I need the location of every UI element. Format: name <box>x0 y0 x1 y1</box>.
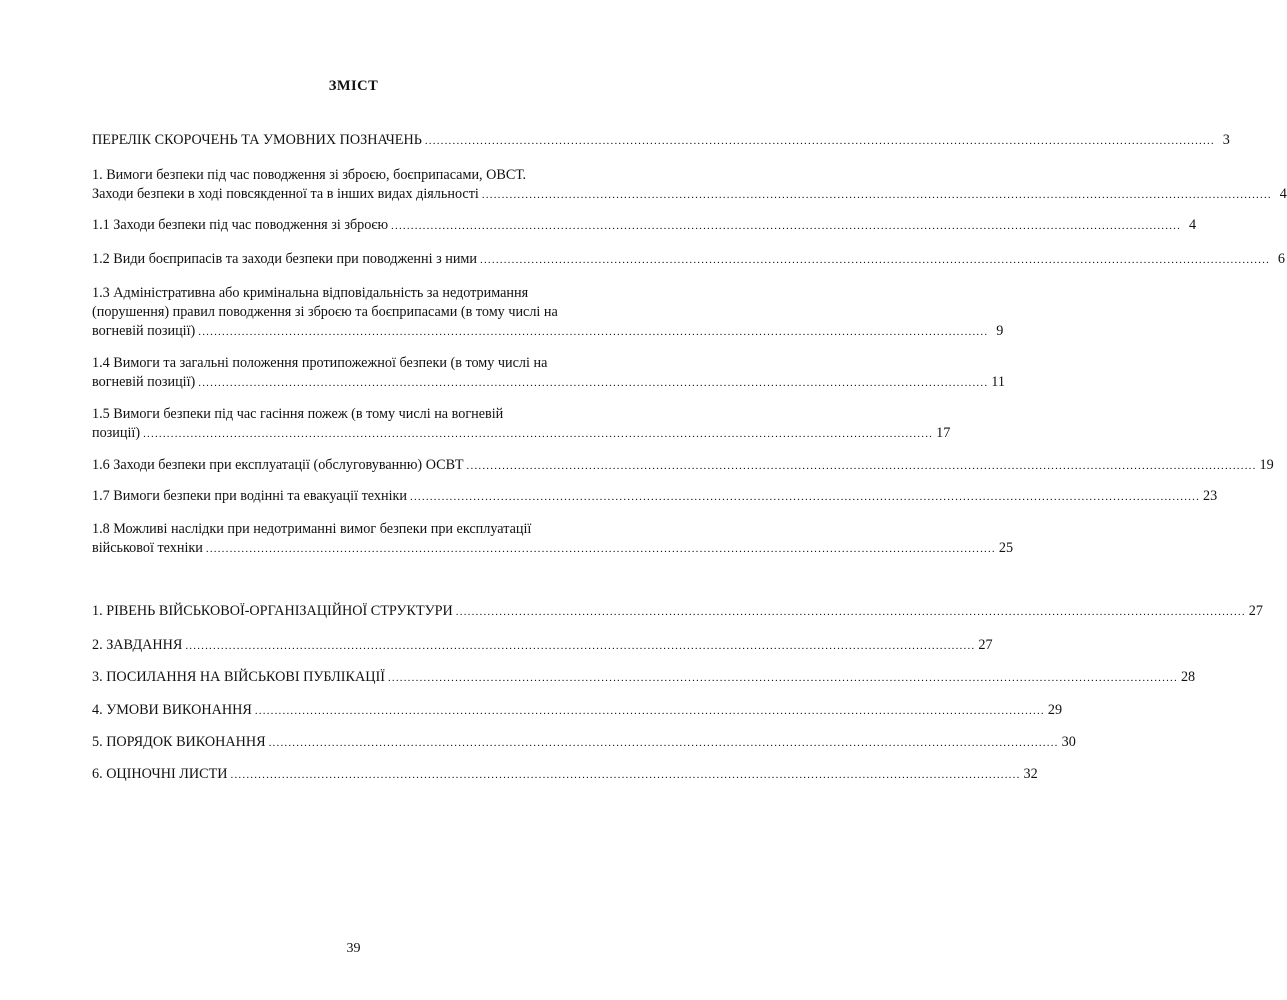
toc-page-number: 25 <box>998 540 1014 556</box>
dot-leader: ........................................................................................................................................................................................................ <box>481 189 1272 201</box>
toc-entry-title: вогневій позиції) <box>92 323 196 339</box>
toc-entry-title: 1. РІВЕНЬ ВІЙСЬКОВОЇ-ОРГАНІЗАЦІЙНОЇ СТРУКТУРИ <box>92 603 453 619</box>
toc-entry-title: 3. ПОСИЛАННЯ НА ВІЙСЬКОВІ ПУБЛІКАЦІЇ <box>92 669 385 685</box>
toc-entry[interactable] <box>92 354 1005 393</box>
toc-page-number: 17 <box>936 425 951 441</box>
toc-entry[interactable] <box>92 131 1230 151</box>
toc-entry-title-line: (порушення) правил поводження зі зброєю та боєприпасами (в тому числі на <box>92 304 558 320</box>
toc-page-number: 27 <box>978 637 993 653</box>
toc-entry[interactable] <box>92 284 1004 342</box>
toc-entry-title: вогневій позиції) <box>92 374 196 390</box>
toc-entry-title: Заходи безпеки в ході повсякденної та в інших видах діяльності <box>92 186 479 202</box>
toc-page-number: 32 <box>1023 766 1038 782</box>
toc-page-number: 23 <box>1203 488 1218 504</box>
toc-entry-title: 1.1 Заходи безпеки під час поводження зі зброєю <box>92 217 389 233</box>
toc-entry[interactable] <box>92 765 1038 785</box>
toc-entry[interactable] <box>92 250 1286 270</box>
toc-page-number: 11 <box>991 374 1005 390</box>
toc-page-number: 9 <box>996 323 1004 339</box>
toc-page-number: 28 <box>1180 669 1196 685</box>
toc-entry-title: 5. ПОРЯДОК ВИКОНАННЯ <box>92 734 266 750</box>
toc-entry-title-line: 1.3 Адміністративна або кримінальна відповідальність за недотримання <box>92 285 529 301</box>
dot-leader: ........................................................................................................................................................................................................ <box>410 491 1201 503</box>
dot-leader: ........................................................................................................................................................................................................ <box>205 543 996 555</box>
dot-leader: ........................................................................................................................................................................................................ <box>143 428 934 440</box>
dot-leader: ........................................................................................................................................................................................................ <box>466 460 1257 472</box>
toc-page-number: 30 <box>1061 734 1076 750</box>
toc-page-number: 19 <box>1259 457 1274 473</box>
toc-entry-title-line: 1.5 Вимоги безпеки під час гасіння пожеж (в тому числі на вогневій <box>92 406 504 422</box>
dot-leader: ........................................................................................................................................................................................................ <box>391 220 1182 232</box>
toc-entry[interactable] <box>92 456 1274 476</box>
toc-entry-title: військової техніки <box>92 540 203 556</box>
toc-entry-title: позиції) <box>92 425 141 441</box>
toc-entry[interactable] <box>92 602 1263 622</box>
dot-leader: ........................................................................................................................................................................................................ <box>230 769 1021 781</box>
dot-leader: ........................................................................................................................................................................................................ <box>455 606 1246 618</box>
toc-entry-title: 6. ОЦІНОЧНІ ЛИСТИ <box>92 766 228 782</box>
dot-leader: ........................................................................................................................................................................................................ <box>387 672 1178 684</box>
toc-entry-title: 1.6 Заходи безпеки при експлуатації (обслуговуванню) ОСВТ <box>92 457 464 473</box>
dot-leader: ........................................................................................................................................................................................................ <box>198 326 989 338</box>
toc-entry[interactable] <box>92 520 1014 559</box>
toc-entry-title: ПЕРЕЛІК СКОРОЧЕНЬ ТА УМОВНИХ ПОЗНАЧЕНЬ <box>92 132 422 148</box>
toc-entry[interactable] <box>92 668 1196 688</box>
toc-page-number: 4 <box>1279 186 1287 202</box>
toc-entry-title: 2. ЗАВДАННЯ <box>92 637 183 653</box>
toc-page-number: 29 <box>1047 702 1063 718</box>
toc-entry-title-line: 1.8 Можливі наслідки при недотриманні вимог безпеки при експлуатації <box>92 521 532 537</box>
toc-page-number: 4 <box>1188 217 1197 233</box>
dot-leader: ........................................................................................................................................................................................................ <box>198 377 989 389</box>
toc-page-number: 27 <box>1248 603 1263 619</box>
toc-entry-title-line: 1.4 Вимоги та загальні положення протипожежної безпеки (в тому числі на <box>92 355 548 371</box>
page-number: 39 <box>346 941 361 956</box>
toc-entry[interactable] <box>92 487 1218 507</box>
toc-entry[interactable] <box>92 216 1197 236</box>
toc-entry-title-line: 1. Вимоги безпеки під час поводження зі зброєю, боєприпасами, ОВСТ. <box>92 167 527 183</box>
toc-entry-title: 1.2 Види боєприпасів та заходи безпеки при поводженні з ними <box>92 251 478 267</box>
toc-page-number: 3 <box>1222 132 1230 148</box>
dot-leader: ........................................................................................................................................................................................................ <box>185 640 976 652</box>
dot-leader: ........................................................................................................................................................................................................ <box>254 705 1045 717</box>
dot-leader: ........................................................................................................................................................................................................ <box>424 135 1215 147</box>
toc-entry[interactable] <box>92 636 993 656</box>
toc-entry-title: 1.7 Вимоги безпеки при водінні та евакуації техніки <box>92 488 408 504</box>
toc-entry-title: 4. УМОВИ ВИКОНАННЯ <box>92 702 252 718</box>
toc-page-number: 6 <box>1277 251 1286 267</box>
toc-entry[interactable] <box>92 166 1287 205</box>
page-title: ЗМІСТ <box>328 78 379 94</box>
toc-entry[interactable] <box>92 733 1076 753</box>
dot-leader: ........................................................................................................................................................................................................ <box>268 737 1059 749</box>
toc-entry[interactable] <box>92 405 951 444</box>
toc-entry[interactable] <box>92 701 1063 721</box>
dot-leader: ........................................................................................................................................................................................................ <box>480 254 1271 266</box>
